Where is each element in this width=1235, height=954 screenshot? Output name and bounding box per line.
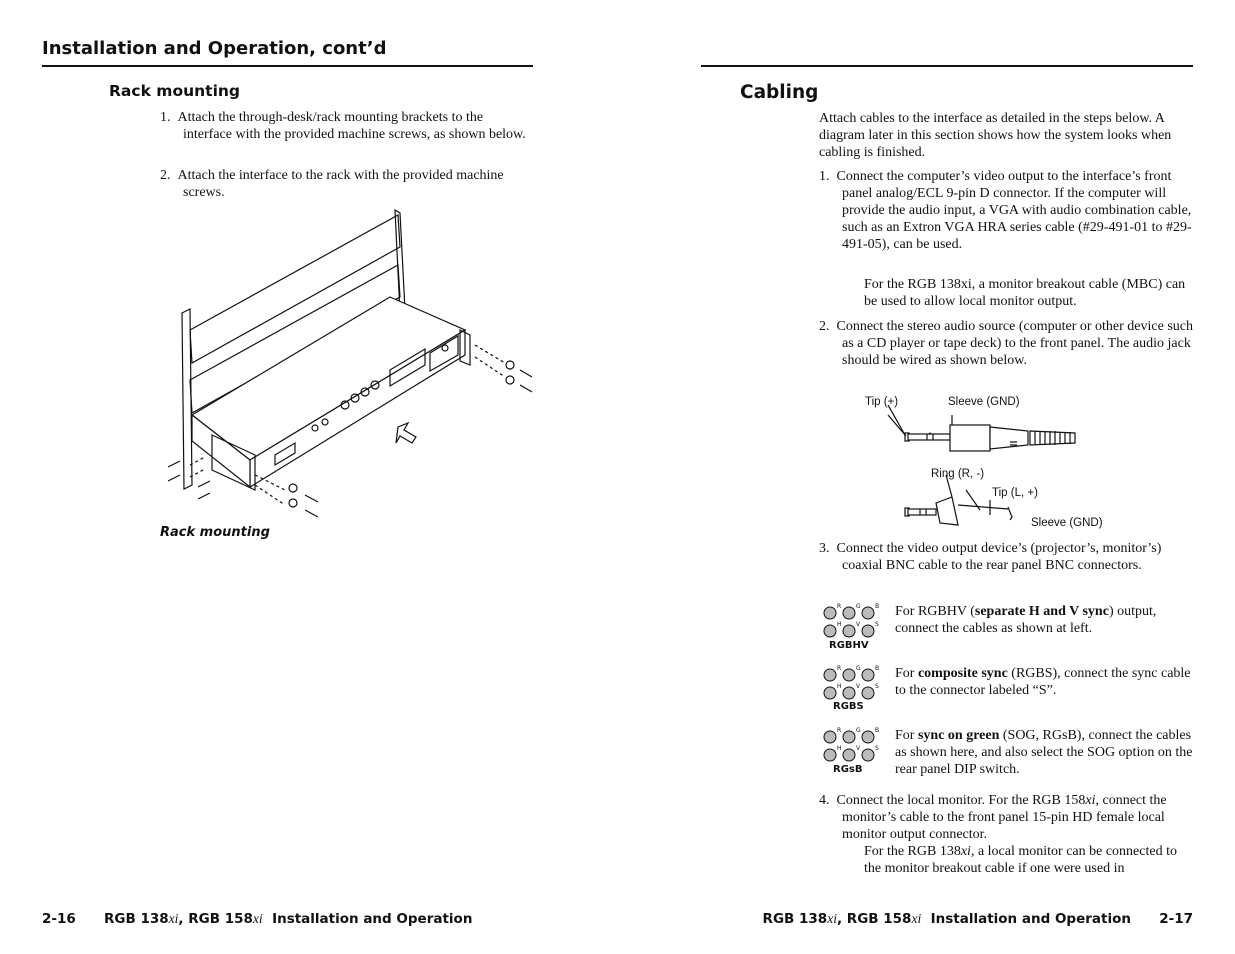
- step-text: Connect the video output device’s (projector’s, monitor’s) coaxial BNC cable to the rear panel BNC connectors.: [836, 541, 1162, 573]
- bnc-row-rgsb: [819, 726, 1193, 780]
- cabling-title: Cabling: [740, 82, 819, 103]
- product-suffix: xi: [827, 911, 837, 926]
- bnc-label: RGBS: [833, 701, 864, 712]
- step-text: , connect the monitor’s cable to the front panel 15-pin HD female local monitor output connector.: [842, 793, 1167, 842]
- pin-label: B: [875, 603, 880, 610]
- page-number: 2-16: [42, 911, 76, 927]
- step-number: 4.: [819, 793, 830, 808]
- pin-label: V: [856, 745, 861, 752]
- product-a: RGB 138: [762, 911, 828, 927]
- step-number: 3.: [819, 541, 830, 556]
- step-number: 2.: [819, 319, 830, 334]
- product-suffix: xi: [1085, 793, 1096, 808]
- label-sleeve-gnd-bottom: Sleeve (GND): [1031, 517, 1103, 529]
- pin-label: B: [875, 727, 880, 734]
- figure-caption: Rack mounting: [160, 525, 270, 540]
- left-page-header: Installation and Operation, cont’d: [42, 38, 387, 59]
- bnc-label: RGsB: [833, 764, 863, 775]
- separator: ,: [836, 911, 847, 927]
- text-part: (SOG, RGsB), connect the cables as shown here, and also select the SOG option on the rear panel DIP switch.: [895, 728, 1193, 777]
- product-b: RGB 158: [846, 911, 912, 927]
- rack-mounting-illustration: [160, 205, 540, 525]
- step-text: Attach the through-desk/rack mounting brackets to the interface with the provided machine screws, as shown below.: [177, 110, 526, 142]
- pin-label: V: [856, 683, 861, 690]
- pin-label: S: [875, 745, 879, 752]
- separator: ,: [178, 911, 189, 927]
- footer-title: Installation and Operation: [930, 911, 1131, 927]
- right-footer: [763, 911, 1193, 927]
- pin-label: V: [856, 621, 861, 628]
- label-tip-l: Tip (L, +): [992, 487, 1038, 499]
- bnc-connector-icon: [819, 726, 883, 766]
- footer-title: Installation and Operation: [272, 911, 473, 927]
- bnc-connector-icon: [819, 664, 883, 704]
- right-header-rule: [701, 65, 1193, 67]
- step-text: Connect the computer’s video output to the interface’s front panel analog/ECL 9-pin D connector. If the computer will provide the audio input, a VGA with audio combination cable, such as an Extron VGA HRA series cable (#29-491-01 to #29-491-05), can be used.: [836, 169, 1192, 252]
- left-header-rule: [42, 65, 533, 67]
- bnc-connector-icon: [819, 602, 883, 642]
- bnc-description: [895, 727, 1193, 778]
- label-sleeve-gnd-top: Sleeve (GND): [948, 396, 1020, 408]
- bnc-description: [895, 603, 1193, 637]
- step-text: , a local monitor can be connected to the monitor breakout cable if one were used in: [864, 844, 1177, 876]
- step-1-note: For the RGB 138xi, a monitor breakout cable (MBC) can be used to allow local monitor output.: [864, 277, 1186, 309]
- cabling-step-2: [819, 318, 1193, 369]
- pin-label: R: [837, 727, 842, 734]
- cabling-step-1: [819, 168, 1193, 253]
- step-text: For the RGB 138: [864, 844, 961, 859]
- step-number: 1.: [819, 169, 830, 184]
- pin-label: R: [837, 603, 842, 610]
- text-part: ) output, connect the cables as shown at left.: [895, 604, 1157, 636]
- pin-label: S: [875, 683, 879, 690]
- cabling-intro: Attach cables to the interface as detailed in the steps below. A diagram later in this section shows how the system looks when cabling is finished.: [819, 111, 1172, 160]
- pin-label: G: [856, 665, 861, 672]
- step-text: Connect the local monitor. For the RGB 158: [836, 793, 1086, 808]
- step-number: 2.: [160, 168, 171, 183]
- product-b: RGB 158: [188, 911, 253, 927]
- bold-text: separate H and V sync: [974, 604, 1109, 619]
- pin-label: G: [856, 727, 861, 734]
- rack-mounting-title: Rack mounting: [109, 82, 241, 100]
- pin-label: B: [875, 665, 880, 672]
- text-part: For: [895, 666, 918, 681]
- pin-label: G: [856, 603, 861, 610]
- pin-label: H: [837, 683, 842, 690]
- product-suffix: xi: [911, 911, 922, 926]
- step-text: Attach the interface to the rack with the provided machine screws.: [177, 168, 504, 200]
- step-number: 1.: [160, 110, 171, 125]
- pin-label: H: [837, 745, 842, 752]
- bold-text: sync on green: [917, 728, 1000, 743]
- rack-step-2: [160, 167, 532, 201]
- text-part: (RGBS), connect the sync cable to the connector labeled “S”.: [895, 666, 1191, 698]
- product-suffix: xi: [252, 911, 263, 926]
- cabling-step-4: [819, 792, 1193, 877]
- bnc-row-rgbs: [819, 664, 1193, 718]
- bold-text: composite sync: [917, 666, 1008, 681]
- cabling-step-3: [819, 540, 1193, 574]
- left-footer: [42, 911, 472, 927]
- text-part: For RGBHV (: [895, 604, 975, 619]
- audio-jack-diagram: [880, 405, 1090, 530]
- label-ring: Ring (R, -): [931, 468, 985, 480]
- text-part: For: [895, 728, 918, 743]
- bnc-label: RGBHV: [829, 640, 869, 651]
- rack-step-1: [160, 109, 532, 143]
- pin-label: H: [837, 621, 842, 628]
- product-suffix: xi: [168, 911, 179, 926]
- pin-label: S: [875, 621, 879, 628]
- label-tip-plus: Tip (+): [865, 396, 899, 408]
- bnc-row-rgbhv: [819, 602, 1193, 656]
- product-suffix: xi: [960, 844, 971, 859]
- bnc-description: [895, 665, 1193, 699]
- page-number: 2-17: [1159, 911, 1193, 927]
- pin-label: R: [837, 665, 842, 672]
- product-a: RGB 138: [104, 911, 169, 927]
- step-text: Connect the stereo audio source (computer or other device such as a CD player or tape deck) to the front panel. The audio jack should be wired as shown below.: [836, 319, 1193, 368]
